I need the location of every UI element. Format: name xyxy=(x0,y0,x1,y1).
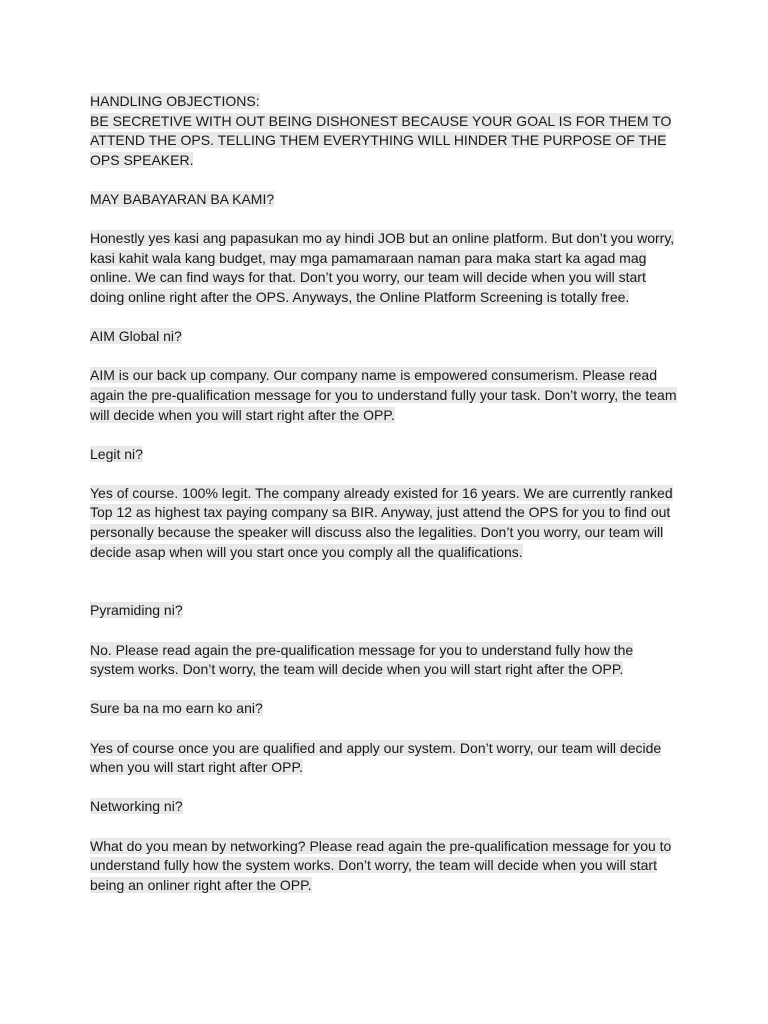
answer-4: No. Please read again the pre-qualification message for you to understand fully how the system works. Don’t worry, the team will decide when you will start right after the OPP. xyxy=(90,641,634,678)
question-3: Legit ni? xyxy=(90,445,143,462)
document-intro: BE SECRETIVE WITH OUT BEING DISHONEST BECAUSE YOUR GOAL IS FOR THEM TO ATTEND THE OPS. TELLING THEM EVERYTHING WILL HINDER THE PURPOSE OF THE OPS SPEAKER. xyxy=(90,112,672,168)
question-5: Sure ba na mo earn ko ani? xyxy=(90,700,263,717)
question-4: Pyramiding ni? xyxy=(90,602,183,619)
answer-2: AIM is our back up company. Our company name is empowered consumerism. Please read again the pre-qualification message for you to understand fully your task. Don’t worry, the team will decide when you will start right after the OPP. xyxy=(90,367,677,423)
answer-6: What do you mean by networking? Please read again the pre-qualification message for you to understand fully how the system works. Don’t worry, the team will decide when you will start being an onliner right after the OPP. xyxy=(90,837,672,893)
question-6: Networking ni? xyxy=(90,798,183,815)
document-title: HANDLING OBJECTIONS: xyxy=(90,93,260,109)
answer-5: Yes of course once you are qualified and apply our system. Don’t worry, our team will decide when you will start right after OPP. xyxy=(90,739,662,776)
question-1: MAY BABAYARAN BA KAMI? xyxy=(90,190,275,207)
question-2: AIM Global ni? xyxy=(90,328,182,345)
answer-1: Honestly yes kasi ang papasukan mo ay hindi JOB but an online platform. But don’t you worry, kasi kahit wala kang budget, may mga pamamaraan naman para maka start ka agad mag online. We can find ways for that. Don’t you worry, our team will decide when you will start doing online right after the OPS. Anyways, the Online Platform Screening is totally free. xyxy=(90,230,675,305)
answer-3: Yes of course. 100% legit. The company already existed for 16 years. We are currently ranked Top 12 as highest tax paying company sa BIR. Anyway, just attend the OPS for you to find out personally because the speaker will discuss also the legalities. Don’t you worry, our team will decide asap when will you start once you comply all the qualifications. xyxy=(90,484,673,560)
document-page xyxy=(90,92,680,895)
